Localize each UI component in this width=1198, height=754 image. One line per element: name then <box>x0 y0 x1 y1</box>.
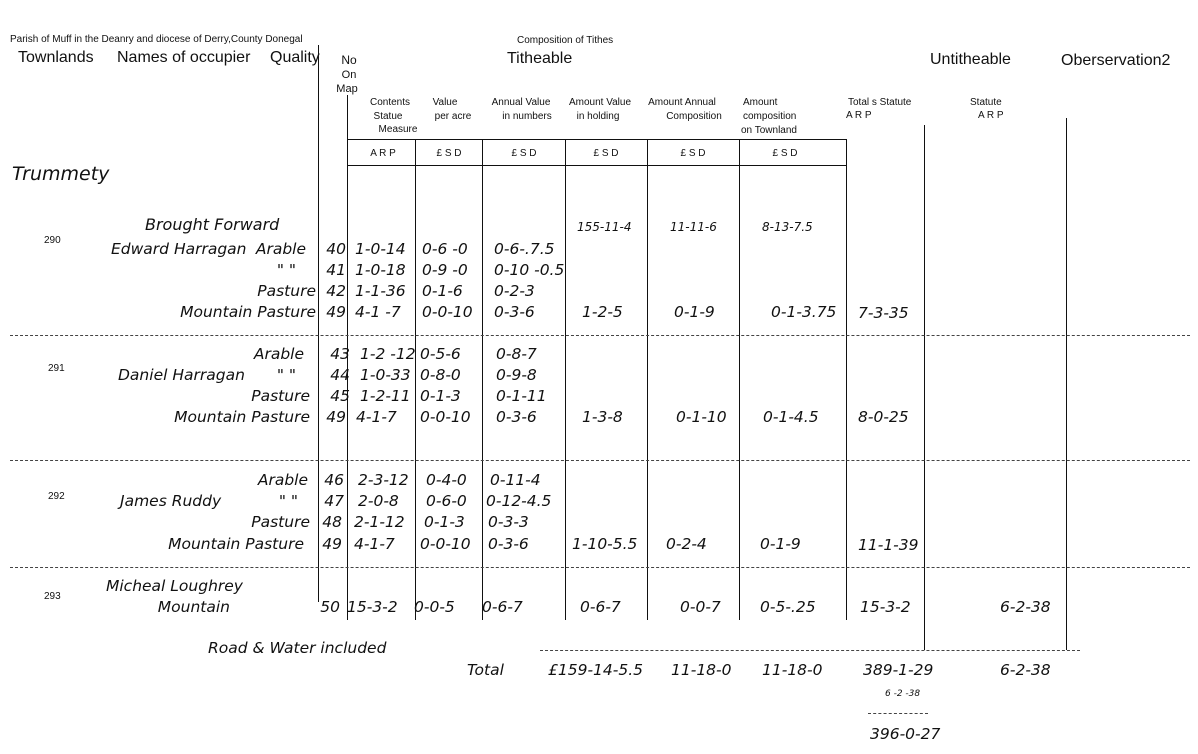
brought-forward-label: Brought Forward <box>145 215 280 234</box>
amount-value-cell: 1-3-8 <box>582 408 623 426</box>
col-quality: Quality <box>270 49 320 66</box>
contents-cell: 2-1-12 <box>354 513 405 531</box>
grand-total-divider <box>868 713 928 714</box>
annual-cell: 0-3-6 <box>494 303 535 321</box>
annual-cell: 0-11-4 <box>490 471 541 489</box>
unit-amount-comp: £ S D <box>772 148 798 159</box>
annual-cell: 0-6-7 <box>482 598 523 616</box>
map-cell: 41 <box>326 261 346 279</box>
amount-annual-cell: 0-0-7 <box>680 598 721 616</box>
sub-addition: 6 -2 -38 <box>885 689 921 699</box>
occupier-name: Edward Harragan <box>111 240 247 258</box>
annual-cell: 0-3-6 <box>488 535 529 553</box>
total-amount-value: £159-14-5.5 <box>548 661 644 679</box>
contents-cell: 4-1-7 <box>354 535 395 553</box>
contents-cell: 1-0-33 <box>360 366 411 384</box>
rule-v-totals <box>924 125 925 650</box>
group-number: 290 <box>44 235 61 246</box>
quality-cell: Arable <box>255 240 306 258</box>
value-cell: 0-6 -0 <box>422 240 468 258</box>
annual-cell: 0-3-6 <box>496 408 537 426</box>
amount-value-cell: 0-6-7 <box>580 598 621 616</box>
sub-contents-3: Measure <box>378 124 418 135</box>
amount-comp-cell: 0-1-4.5 <box>763 408 819 426</box>
annual-cell: 0-12-4.5 <box>486 492 552 510</box>
rule-v-value <box>482 140 483 620</box>
map-cell: 40 <box>326 240 346 258</box>
value-cell: 0-5-6 <box>420 345 461 363</box>
group-number: 293 <box>44 591 61 602</box>
group-number: 292 <box>48 491 65 502</box>
road-water-note: Road & Water included <box>208 639 387 657</box>
contents-cell: 1-2 -12 <box>360 345 416 363</box>
total-divider <box>540 650 1080 651</box>
rule-v-amount-annual <box>739 140 740 620</box>
occupier-name: James Ruddy <box>120 492 222 510</box>
quality-cell: Pasture <box>251 513 310 531</box>
group-divider-2 <box>10 460 1190 461</box>
sub-amount-comp-1: Amount <box>743 97 778 108</box>
map-cell: 48 <box>322 513 342 531</box>
map-cell: 46 <box>324 471 344 489</box>
group-number: 291 <box>48 363 65 374</box>
col-no-map-3: Map <box>336 83 358 95</box>
value-cell: 0-0-10 <box>422 303 473 321</box>
contents-cell: 1-0-18 <box>355 261 406 279</box>
rule-v-annual <box>565 140 566 620</box>
brought-forward-amount-comp: 8-13-7.5 <box>762 220 813 234</box>
rule-v-observation <box>1066 118 1067 650</box>
value-cell: 0-0-10 <box>420 535 471 553</box>
rule-h-composition <box>347 139 847 140</box>
contents-cell: 1-2-11 <box>360 387 411 405</box>
unit-amount-value: £ S D <box>593 148 619 159</box>
quality-cell: " " <box>278 492 298 510</box>
value-cell: 0-6-0 <box>426 492 467 510</box>
grand-total: 396-0-27 <box>870 725 941 743</box>
amount-comp-cell: 0-5-.25 <box>760 598 816 616</box>
sub-amount-annual-1: Amount Annual <box>648 97 716 108</box>
amount-annual-cell: 0-2-4 <box>666 535 707 553</box>
amount-comp-cell: 0-1-9 <box>760 535 801 553</box>
quality-cell: Mountain Pasture <box>174 408 310 426</box>
rule-v-amount-comp <box>846 140 847 620</box>
map-cell: 47 <box>324 492 344 510</box>
unit-arp: A R P <box>370 148 396 159</box>
col-no-map-1: No <box>341 53 357 67</box>
sub-amount-comp-3: on Townland <box>741 125 797 136</box>
contents-cell: 4-1-7 <box>356 408 397 426</box>
value-cell: 0-8-0 <box>420 366 461 384</box>
quality-cell: " " <box>276 261 296 279</box>
total-cell: 11-1-39 <box>858 536 919 554</box>
group-divider-1 <box>10 335 1190 336</box>
contents-cell: 2-3-12 <box>358 471 409 489</box>
occupier-name: Micheal Loughrey <box>106 577 243 595</box>
contents-cell: 1-1-36 <box>355 282 406 300</box>
townland-name: Trummety <box>12 163 110 185</box>
map-cell: 45 <box>330 387 350 405</box>
quality-cell: Mountain Pasture <box>168 535 304 553</box>
quality-cell: Pasture <box>251 387 310 405</box>
sub-contents-1: Contents <box>369 97 411 108</box>
quality-cell: Arable <box>257 471 308 489</box>
unit-annual: £ S D <box>511 148 537 159</box>
value-cell: 0-1-3 <box>424 513 465 531</box>
sub-totals-statute-1: Total s Statute <box>848 97 912 108</box>
total-cell: 8-0-25 <box>858 408 909 426</box>
group-divider-3 <box>10 567 1190 568</box>
contents-cell: 15-3-2 <box>347 598 398 616</box>
quality-cell: Mountain Pasture <box>180 303 316 321</box>
value-cell: 0-0-10 <box>420 408 471 426</box>
map-cell: 49 <box>326 408 346 426</box>
rule-h-units <box>347 165 847 166</box>
total-untitheable: 6-2-38 <box>1000 661 1051 679</box>
col-townlands: Townlands <box>18 49 94 66</box>
sub-totals-statute-2: A R P <box>846 110 872 121</box>
sub-annual-1: Annual Value <box>491 97 551 108</box>
total-statute-arp: 389-1-29 <box>863 661 934 679</box>
value-cell: 0-4-0 <box>426 471 467 489</box>
col-no-map-2: On <box>341 69 357 81</box>
sub-statute-2: A R P <box>978 110 1004 121</box>
quality-cell: Pasture <box>257 282 316 300</box>
unit-amount-annual: £ S D <box>680 148 706 159</box>
sub-amount-value-2: in holding <box>576 111 620 122</box>
occupier-name: Daniel Harragan <box>118 366 245 384</box>
annual-cell: 0-8-7 <box>496 345 537 363</box>
map-cell: 43 <box>330 345 350 363</box>
total-amount-comp: 11-18-0 <box>762 661 823 679</box>
parish-title: Parish of Muff in the Deanry and diocese of Derry,County Donegal <box>10 34 303 45</box>
brought-forward-amount-value: 155-11-4 <box>577 220 632 234</box>
value-cell: 0-1-3 <box>420 387 461 405</box>
col-observation: Oberservation2 <box>1061 52 1171 69</box>
contents-cell: 4-1 -7 <box>355 303 401 321</box>
amount-comp-cell: 0-1-3.75 <box>771 303 837 321</box>
value-cell: 0-1-6 <box>422 282 463 300</box>
col-occupier: Names of occupier <box>117 49 251 66</box>
sub-amount-comp-2: composition <box>743 111 797 122</box>
sub-value-1: Value <box>432 97 458 108</box>
statute-cell: 6-2-38 <box>1000 598 1051 616</box>
quality-cell: Mountain <box>157 598 230 616</box>
contents-cell: 1-0-14 <box>355 240 406 258</box>
rule-v-amount-value <box>647 140 648 620</box>
composition-title: Composition of Tithes <box>517 35 614 46</box>
value-cell: 0-9 -0 <box>422 261 468 279</box>
total-label: Total <box>467 661 504 679</box>
value-cell: 0-0-5 <box>414 598 455 616</box>
map-cell: 49 <box>326 303 346 321</box>
quality-cell: " " <box>276 366 296 384</box>
annual-cell: 0-10 -0.5 <box>494 261 565 279</box>
map-cell: 44 <box>330 366 350 384</box>
map-cell: 50 <box>320 598 340 616</box>
sub-amount-annual-2: Composition <box>666 111 722 122</box>
contents-cell: 2-0-8 <box>358 492 399 510</box>
rule-v-contents <box>415 140 416 620</box>
sub-contents-2: Statue <box>373 111 403 122</box>
amount-value-cell: 1-10-5.5 <box>572 535 638 553</box>
quality-cell: Arable <box>253 345 304 363</box>
brought-forward-amount-annual: 11-11-6 <box>670 220 717 234</box>
total-cell: 15-3-2 <box>860 598 911 616</box>
sub-annual-2: in numbers <box>502 111 552 122</box>
annual-cell: 0-6-.7.5 <box>494 240 555 258</box>
map-cell: 42 <box>326 282 346 300</box>
annual-cell: 0-9-8 <box>496 366 537 384</box>
annual-cell: 0-2-3 <box>494 282 535 300</box>
sub-value-2: per acre <box>434 111 472 122</box>
sub-statute-1: Statute <box>970 97 1002 108</box>
col-titheable: Titheable <box>507 50 573 67</box>
unit-value: £ S D <box>436 148 462 159</box>
amount-annual-cell: 0-1-9 <box>674 303 715 321</box>
annual-cell: 0-1-11 <box>496 387 547 405</box>
annual-cell: 0-3-3 <box>488 513 529 531</box>
col-untitheable: Untitheable <box>930 51 1011 68</box>
amount-annual-cell: 0-1-10 <box>676 408 727 426</box>
sub-amount-value-1: Amount Value <box>568 97 632 108</box>
map-cell: 49 <box>322 535 342 553</box>
total-cell: 7-3-35 <box>858 304 909 322</box>
amount-value-cell: 1-2-5 <box>582 303 623 321</box>
total-amount-annual: 11-18-0 <box>671 661 732 679</box>
